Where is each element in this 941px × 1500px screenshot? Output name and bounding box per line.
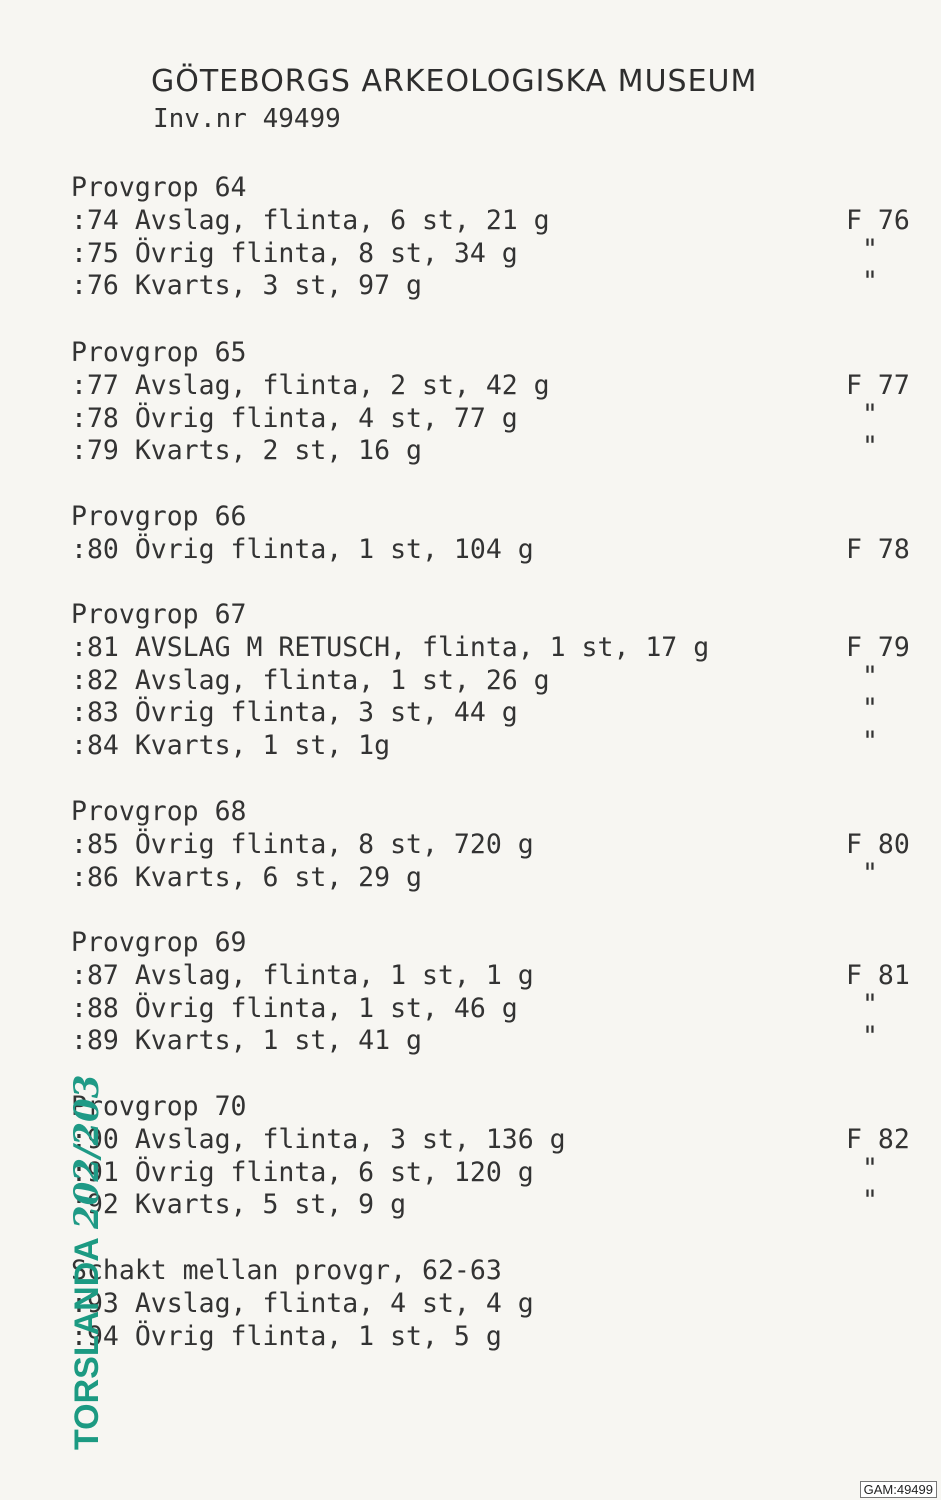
find-reference: F 80 [846,828,910,860]
group-title: Provgrop 67 [71,599,247,630]
group-title: Schakt mellan provgr, 62-63 [71,1255,502,1286]
find-reference: F 76 [846,204,910,236]
find-reference: F 77 [846,369,910,401]
ditto-mark: " [862,726,878,758]
ditto-mark: " [862,431,878,463]
group-title: Provgrop 69 [71,927,247,958]
group-title: Provgrop 65 [71,337,247,368]
ditto-mark: " [862,398,878,430]
entry-row: :74 Avslag, flinta, 6 st, 21 g [71,204,550,236]
find-reference: F 78 [846,533,910,565]
entry-row: :79 Kvarts, 2 st, 16 g [71,435,422,467]
ditto-mark: " [862,660,878,692]
entry-row: :83 Övrig flinta, 3 st, 44 g [71,697,518,729]
entry-row: :80 Övrig flinta, 1 st, 104 g [71,533,534,565]
entry-row: :92 Kvarts, 5 st, 9 g [71,1189,407,1221]
entry-row: :90 Avslag, flinta, 3 st, 136 g [71,1123,566,1155]
ditto-mark: " [862,988,878,1020]
find-reference: F 82 [846,1123,910,1155]
ditto-mark: " [862,1185,878,1217]
archive-tag: GAM:49499 [860,1481,937,1498]
entry-row: :87 Avslag, flinta, 1 st, 1 g [71,959,534,991]
entry-row: :85 Övrig flinta, 8 st, 720 g [71,828,534,860]
entry-row: :88 Övrig flinta, 1 st, 46 g [71,992,518,1024]
ditto-mark: " [862,857,878,889]
entry-row: :94 Övrig flinta, 1 st, 5 g [71,1320,502,1352]
entry-row: :89 Kvarts, 1 st, 41 g [71,1025,422,1057]
torslanda-stamp [18,1070,107,1450]
entry-row: :81 AVSLAG M RETUSCH, flinta, 1 st, 17 g [71,631,710,663]
stamp-number: 202/203 [67,1074,107,1229]
find-reference: F 81 [846,959,910,991]
ditto-mark: " [862,1152,878,1184]
ditto-mark: " [862,693,878,725]
entry-row: :78 Övrig flinta, 4 st, 77 g [71,402,518,434]
entry-row: :75 Övrig flinta, 8 st, 34 g [71,237,518,269]
entry-row: :91 Övrig flinta, 6 st, 120 g [71,1156,534,1188]
ditto-mark: " [862,1021,878,1053]
museum-title: GÖTEBORGS ARKEOLOGISKA MUSEUM [151,64,758,99]
find-reference: F 79 [846,631,910,663]
entry-row: :76 Kvarts, 3 st, 97 g [71,270,422,302]
entry-row: :93 Avslag, flinta, 4 st, 4 g [71,1287,534,1319]
stamp-place: TORSLANDA [68,1238,106,1450]
entry-row: :77 Avslag, flinta, 2 st, 42 g [71,369,550,401]
entry-row: :86 Kvarts, 6 st, 29 g [71,861,422,893]
entry-row: :84 Kvarts, 1 st, 1g [71,730,391,762]
group-title: Provgrop 66 [71,501,247,532]
group-title: Provgrop 68 [71,796,247,827]
group-title: Provgrop 64 [71,172,247,203]
ditto-mark: " [862,266,878,298]
entry-row: :82 Avslag, flinta, 1 st, 26 g [71,664,550,696]
group-title: Provgrop 70 [71,1091,247,1122]
ditto-mark: " [862,233,878,265]
inventory-number: Inv.nr 49499 [153,104,341,134]
